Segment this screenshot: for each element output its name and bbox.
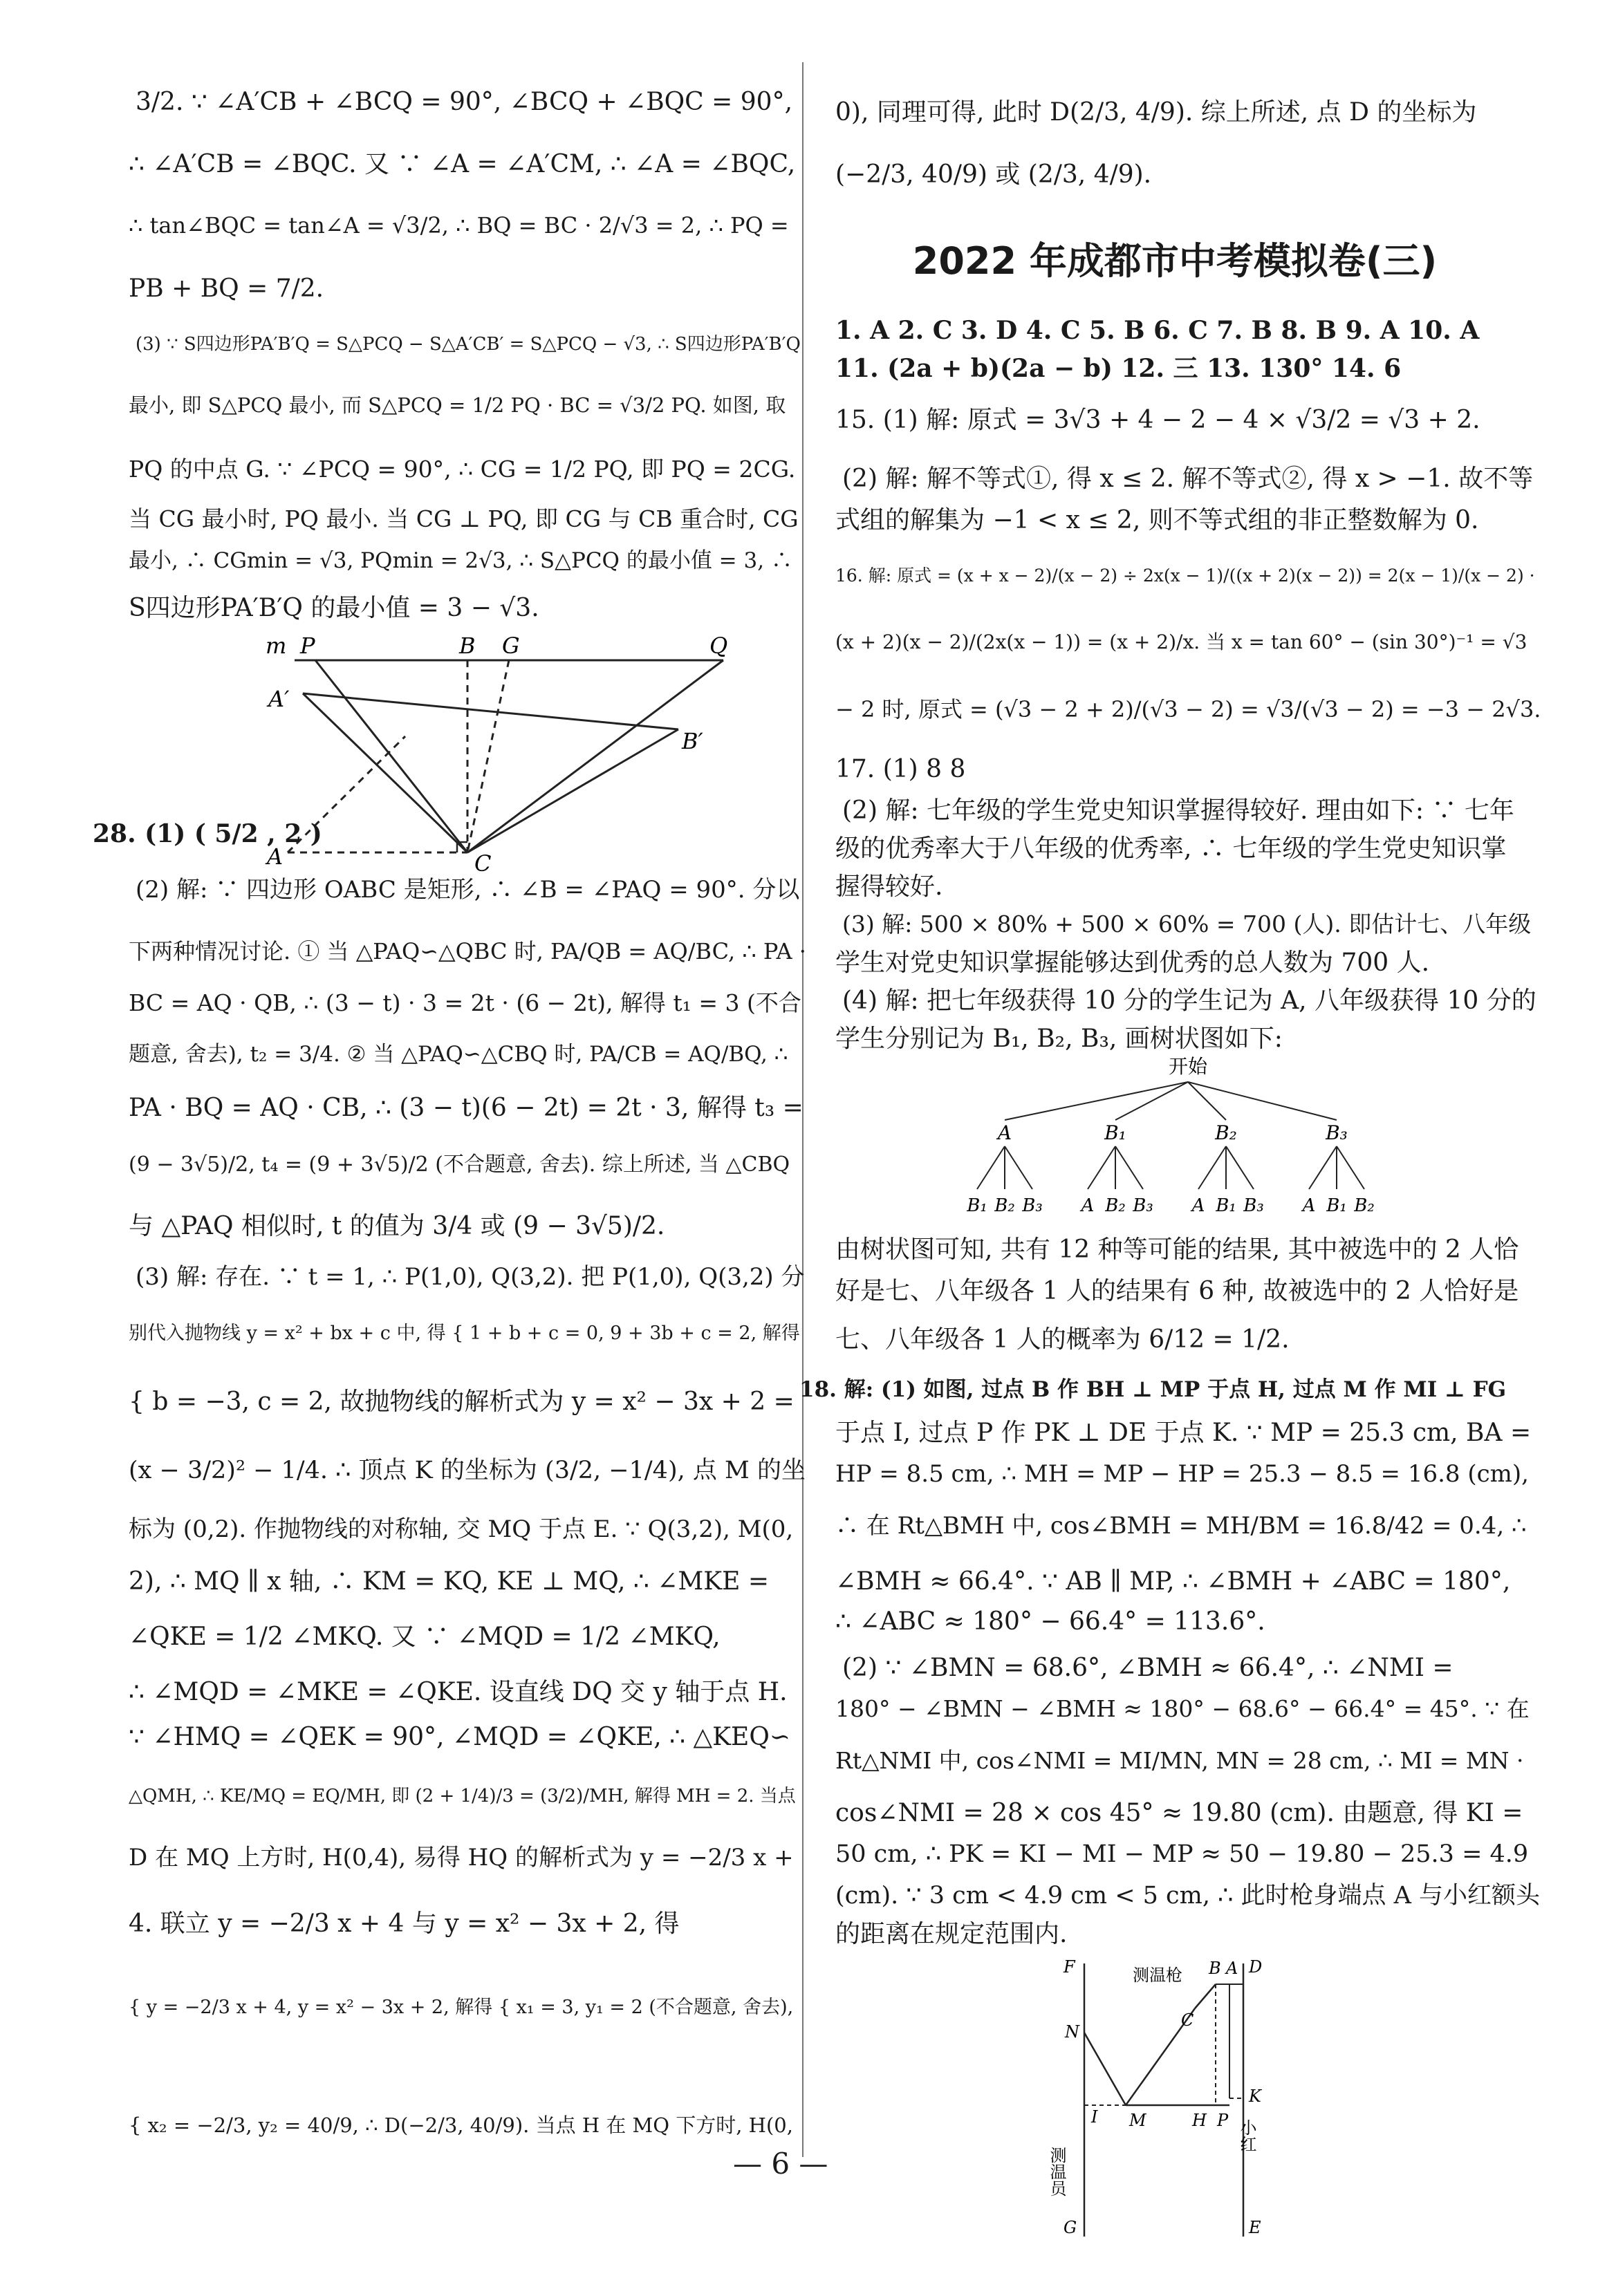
text-line: cos∠NMI = 28 × cos 45° ≈ 19.80 (cm). 由题意, 得 KI = <box>835 1799 1523 1827</box>
text-line: 1. A 2. C 3. D 4. C 5. B 6. C 7. B 8. B 9. A 10. A <box>835 316 1480 345</box>
text-line: 17. (1) 8 8 <box>835 755 966 783</box>
label-P: P <box>1217 2111 1229 2130</box>
label-D: D <box>1249 1957 1263 1977</box>
label-P: P <box>300 633 315 659</box>
text-line: − 2 时, 原式 = (√3 − 2 + 2)/(√3 − 2) = √3/(√3 − 2) = −3 − 2√3. <box>835 696 1541 722</box>
text-line: (2) 解: 七年级的学生党史知识掌握得较好. 理由如下: ∵ 七年 <box>842 796 1514 825</box>
text-line: 3/2. ∵ ∠A′CB + ∠BCQ = 90°, ∠BCQ + ∠BQC = 90°, <box>136 88 793 116</box>
label-K: K <box>1249 2087 1261 2106</box>
text-line: 于点 I, 过点 P 作 PK ⊥ DE 于点 K. ∵ MP = 25.3 cm, BA = <box>835 1419 1532 1447</box>
label-M: M <box>1129 2111 1146 2130</box>
label-E: E <box>1249 2218 1261 2237</box>
text-line: (3) ∵ S四边形PA′B′Q = S△PCQ − S△A′CB′ = S△PCQ − √3, ∴ S四边形PA′B′Q <box>136 334 801 355</box>
tree-leaf: B₁ <box>1326 1195 1347 1216</box>
label-A: A <box>267 843 284 870</box>
tree-level2 <box>966 1195 1375 1216</box>
text-line: 握得较好. <box>835 872 943 901</box>
tree-leaf: B₂ <box>1105 1195 1126 1216</box>
text-line: 下两种情况讨论. ① 当 △PAQ∽△QBC 时, PA/QB = AQ/BC, ∴ PA · <box>129 938 806 964</box>
text-line: 当 CG 最小时, PQ 最小. 当 CG ⊥ PQ, 即 CG 与 CB 重合时, CG <box>129 505 799 532</box>
text-line: (3) 解: 500 × 80% + 500 × 60% = 700 (人). 即估计七、八年级 <box>842 911 1532 937</box>
text-line: 16. 解: 原式 = (x + x − 2)/(x − 2) ÷ 2x(x − 1)/((x + 2)(x − 2)) = 2(x − 1)/(x − 2) · <box>835 566 1535 586</box>
text-line: (x − 3/2)² − 1/4. ∴ 顶点 K 的坐标为 (3/2, −1/4), 点 M 的坐 <box>129 1457 806 1484</box>
label-F: F <box>1064 1957 1075 1977</box>
tree-leaf: B₃ <box>1243 1195 1264 1216</box>
text-line: ∠QKE = 1/2 ∠MKQ. 又 ∵ ∠MQD = 1/2 ∠MKQ, <box>129 1623 721 1651</box>
text-line: (cm). ∵ 3 cm < 4.9 cm < 5 cm, ∴ 此时枪身端点 A 与小红额头 <box>835 1882 1541 1910</box>
text-line: ∴ 在 Rt△BMH 中, cos∠BMH = MH/BM = 16.8/42 = 0.4, ∴ <box>835 1512 1527 1540</box>
text-line: PQ 的中点 G. ∵ ∠PCQ = 90°, ∴ CG = 1/2 PQ, 即 PQ = 2CG. <box>129 456 796 483</box>
label-m: m <box>266 633 287 659</box>
text-line: 28. (1) ( 5/2 , 2 ) <box>93 819 322 848</box>
text-line: 50 cm, ∴ PK = KI − MI − MP ≈ 50 − 19.80 − 25.3 = 4.9 <box>835 1840 1529 1868</box>
text-line: Rt△NMI 中, cos∠NMI = MI/MN, MN = 28 cm, ∴ MI = MN · <box>835 1747 1524 1774</box>
text-line: 4. 联立 y = −2/3 x + 4 与 y = x² − 3x + 2, 得 <box>129 1910 680 1938</box>
text-line: 七、八年级各 1 人的概率为 6/12 = 1/2. <box>835 1325 1290 1354</box>
tree-leaf: B₁ <box>1216 1195 1236 1216</box>
tree-leaf: B₂ <box>994 1195 1015 1216</box>
text-line: 0), 同理可得, 此时 D(2/3, 4/9). 综上所述, 点 D 的坐标为 <box>835 98 1477 127</box>
label-B-prime: B′ <box>682 728 703 754</box>
tree-leaf: B₃ <box>1022 1195 1043 1216</box>
tree-leaf: A <box>1081 1195 1095 1216</box>
text-line: { x₂ = −2/3, y₂ = 40/9, ∴ D(−2/3, 40/9). 当点 H 在 MQ 下方时, H(0, <box>129 2113 793 2137</box>
label-A: A <box>1226 1959 1238 1978</box>
tree-leaf: B₃ <box>1133 1195 1153 1216</box>
label-B: B <box>459 633 476 659</box>
text-line: S四边形PA′B′Q 的最小值 = 3 − √3. <box>129 594 539 622</box>
text-line: 题意, 舍去), t₂ = 3/4. ② 当 △PAQ∽△CBQ 时, PA/CB = AQ/BQ, ∴ <box>129 1042 788 1067</box>
text-line: 标为 (0,2). 作抛物线的对称轴, 交 MQ 于点 E. ∵ Q(3,2), M(0, <box>129 1515 794 1543</box>
geometry-figure-1 <box>267 633 751 888</box>
label-N: N <box>1065 2022 1079 2042</box>
text-line: 最小, 即 S△PCQ 最小, 而 S△PCQ = 1/2 PQ · BC = √3/2 PQ. 如图, 取 <box>129 393 786 417</box>
geometry-figure-2 <box>1047 1953 1264 2243</box>
text-line: 式组的解集为 −1 < x ≤ 2, 则不等式组的非正整数解为 0. <box>835 506 1479 534</box>
label-G: G <box>502 633 520 659</box>
text-line: △QMH, ∴ KE/MQ = EQ/MH, 即 (2 + 1/4)/3 = (3/2)/MH, 解得 MH = 2. 当点 <box>129 1786 796 1807</box>
label-A-prime: A′ <box>268 686 290 712</box>
page-number: — 6 — <box>733 2147 828 2181</box>
text-line: ∴ ∠A′CB = ∠BQC. 又 ∵ ∠A = ∠A′CM, ∴ ∠A = ∠BQC, <box>129 150 796 178</box>
text-line: 学生分别记为 B₁, B₂, B₃, 画树状图如下: <box>835 1025 1283 1053</box>
label-C: C <box>1181 2010 1194 2030</box>
text-line: ∴ tan∠BQC = tan∠A = √3/2, ∴ BQ = BC · 2/√3 = 2, ∴ PQ = <box>129 212 789 239</box>
text-line: (3) 解: 存在. ∵ t = 1, ∴ P(1,0), Q(3,2). 把 P(1,0), Q(3,2) 分 <box>136 1263 805 1291</box>
label-H: H <box>1192 2111 1207 2130</box>
tree-level1 <box>996 1121 1348 1144</box>
text-line: 好是七、八年级各 1 人的结果有 6 种, 故被选中的 2 人恰好是 <box>835 1277 1519 1305</box>
label-I: I <box>1091 2107 1098 2127</box>
text-line: D 在 MQ 上方时, H(0,4), 易得 HQ 的解析式为 y = −2/3 x + <box>129 1844 794 1872</box>
tree-diagram <box>939 1051 1437 1231</box>
label-Q: Q <box>709 633 728 659</box>
text-line: (2) 解: ∵ 四边形 OABC 是矩形, ∴ ∠B = ∠PAQ = 90°. 分以 <box>136 876 800 904</box>
text-line: (−2/3, 40/9) 或 (2/3, 4/9). <box>835 160 1152 189</box>
tree-root: 开始 <box>1168 1055 1208 1078</box>
page-title: 2022 年成都市中考模拟卷(三) <box>912 239 1438 283</box>
text-line: 11. (2a + b)(2a − b) 12. 三 13. 130° 14. 6 <box>835 354 1402 383</box>
text-line: (x + 2)(x − 2)/(2x(x − 1)) = (x + 2)/x. 当 x = tan 60° − (sin 30°)⁻¹ = √3 <box>835 631 1527 653</box>
text-line: 18. 解: (1) 如图, 过点 B 作 BH ⊥ MP 于点 H, 过点 M 作 MI ⊥ FG <box>799 1377 1507 1402</box>
text-line: 的距离在规定范围内. <box>835 1920 1068 1948</box>
label-G: G <box>1064 2218 1077 2237</box>
text-line: (2) 解: 解不等式①, 得 x ≤ 2. 解不等式②, 得 x > −1. 故不等 <box>842 465 1534 493</box>
text-line: PB + BQ = 7/2. <box>129 274 324 303</box>
text-line: PA · BQ = AQ · CB, ∴ (3 − t)(6 − 2t) = 2t · 3, 解得 t₃ = <box>129 1094 804 1122</box>
label-xiaohong: 小红 <box>1237 2119 1256 2152</box>
tree-leaf: B₂ <box>1354 1195 1375 1216</box>
label-tester: 测温员 <box>1047 2147 1066 2196</box>
tree-leaf: A <box>1191 1195 1205 1216</box>
text-line: 180° − ∠BMN − ∠BMH ≈ 180° − 68.6° − 66.4° = 45°. ∵ 在 <box>835 1695 1530 1722</box>
label-C: C <box>474 850 492 877</box>
tree-leaf: B₁ <box>967 1195 987 1216</box>
text-line: (9 − 3√5)/2, t₄ = (9 + 3√5)/2 (不合题意, 舍去). 综上所述, 当 △CBQ <box>129 1152 790 1177</box>
text-line: BC = AQ · QB, ∴ (3 − t) · 3 = 2t · (6 − 2t), 解得 t₁ = 3 (不合 <box>129 989 801 1016</box>
text-line: ∴ ∠MQD = ∠MKE = ∠QKE. 设直线 DQ 交 y 轴于点 H. <box>129 1678 788 1706</box>
tree-leaf: A <box>1302 1195 1316 1216</box>
text-line: 别代入抛物线 y = x² + bx + c 中, 得 { 1 + b + c = 0, 9 + 3b + c = 2, 解得 <box>129 1323 800 1344</box>
label-B: B <box>1209 1959 1221 1978</box>
text-line: 15. (1) 解: 原式 = 3√3 + 4 − 2 − 4 × √3/2 = √3 + 2. <box>835 406 1480 434</box>
text-line: 最小, ∴ CGmin = √3, PQmin = 2√3, ∴ S△PCQ 的最小值 = 3, ∴ <box>129 548 792 573</box>
tree-node: B₃ <box>1326 1121 1348 1144</box>
tree-node: B₁ <box>1104 1121 1126 1144</box>
text-line: ∴ ∠ABC ≈ 180° − 66.4° = 113.6°. <box>835 1607 1265 1636</box>
text-line: { y = −2/3 x + 4, y = x² − 3x + 2, 解得 { x₁ = 3, y₁ = 2 (不合题意, 舍去), <box>129 1997 794 2018</box>
tree-node: B₂ <box>1215 1121 1237 1144</box>
text-line: 由树状图可知, 共有 12 种等可能的结果, 其中被选中的 2 人恰 <box>835 1235 1519 1264</box>
text-line: 级的优秀率大于八年级的优秀率, ∴ 七年级的学生党史知识掌 <box>835 834 1507 863</box>
text-line: ∵ ∠HMQ = ∠QEK = 90°, ∠MQD = ∠QKE, ∴ △KEQ∽ <box>129 1723 791 1751</box>
tree-node: A <box>997 1121 1012 1144</box>
text-line: HP = 8.5 cm, ∴ MH = MP − HP = 25.3 − 8.5 = 16.8 (cm), <box>835 1460 1529 1488</box>
text-line: ∠BMH ≈ 66.4°. ∵ AB ∥ MP, ∴ ∠BMH + ∠ABC = 180°, <box>835 1567 1511 1596</box>
text-line: (4) 解: 把七年级获得 10 分的学生记为 A, 八年级获得 10 分的 <box>842 987 1536 1015</box>
text-line: 与 △PAQ 相似时, t 的值为 3/4 或 (9 − 3√5)/2. <box>129 1212 665 1240</box>
label-gun: 测温枪 <box>1133 1966 1182 1985</box>
text-line: (2) ∵ ∠BMN = 68.6°, ∠BMH ≈ 66.4°, ∴ ∠NMI = <box>842 1654 1454 1682</box>
text-line: 学生对党史知识掌握能够达到优秀的总人数为 700 人. <box>835 949 1430 977</box>
text-line: 2), ∴ MQ ∥ x 轴, ∴ KM = KQ, KE ⊥ MQ, ∴ ∠MKE = <box>129 1567 769 1596</box>
text-line: { b = −3, c = 2, 故抛物线的解析式为 y = x² − 3x + 2 = <box>129 1388 795 1416</box>
